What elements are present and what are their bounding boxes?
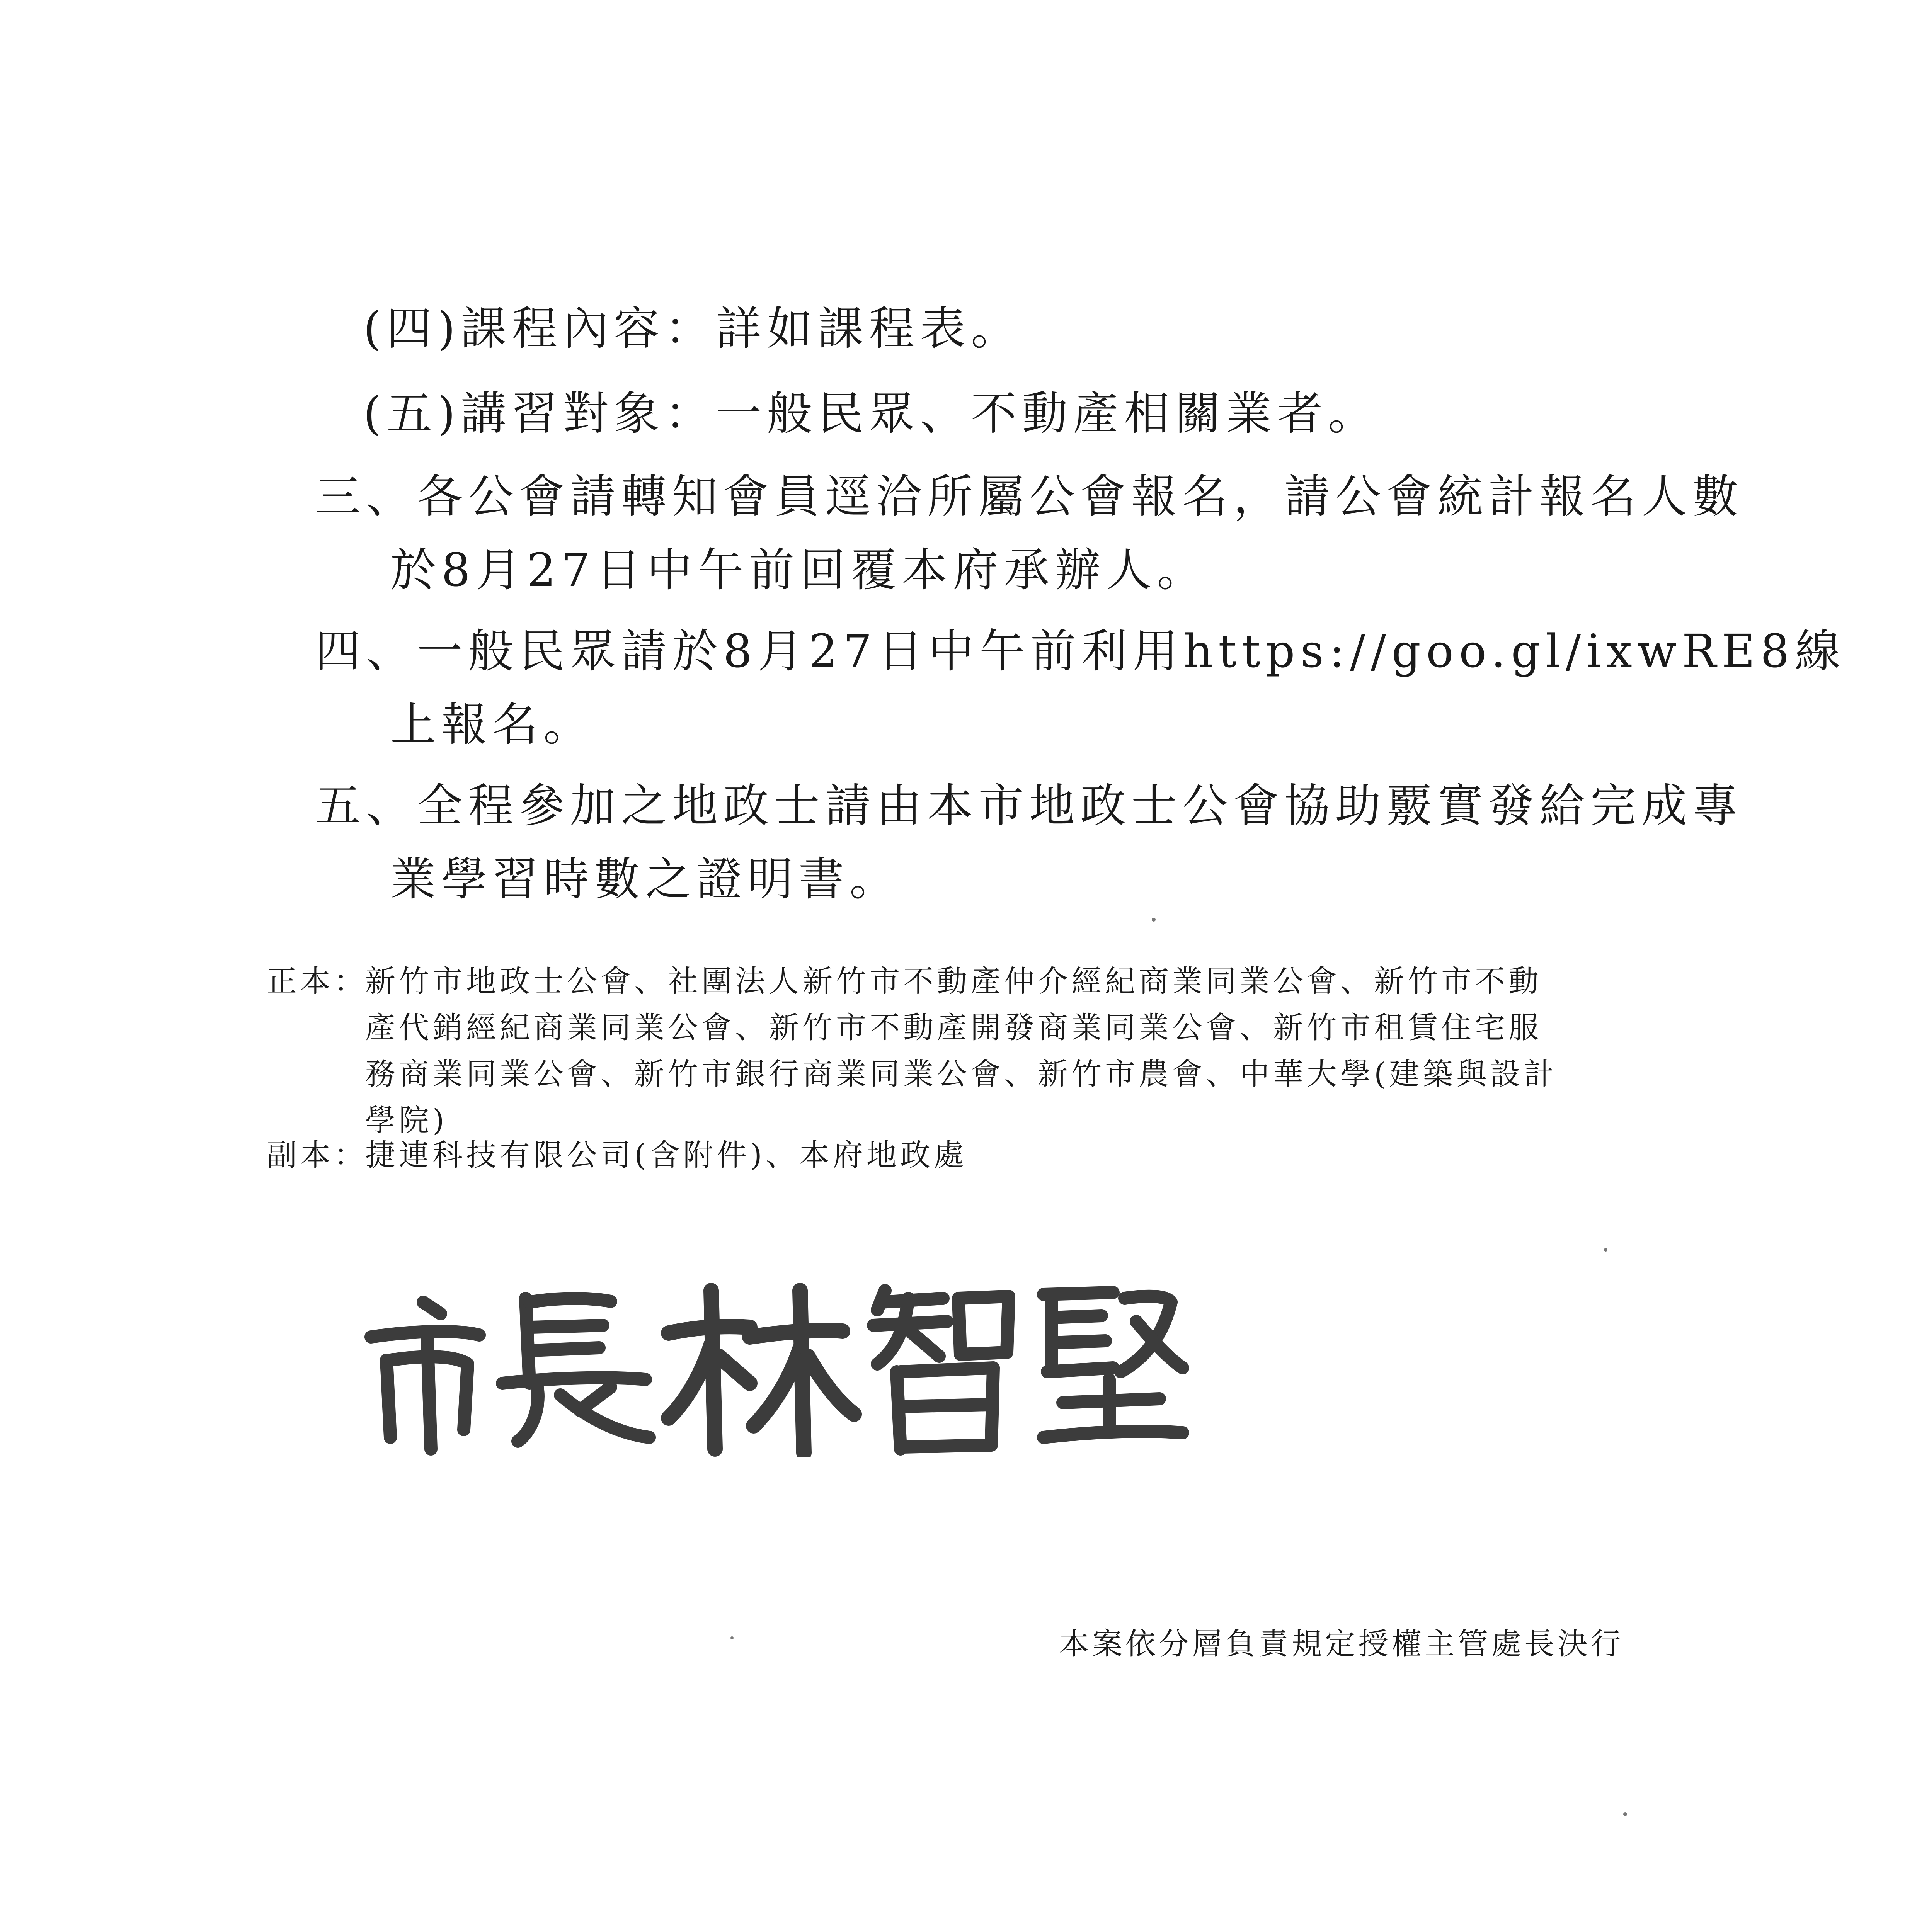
item-4-line-2: 上報名。: [390, 698, 595, 751]
item-5-line-1: 五、全程參加之地政士請由本市地政士公會協助覈實發給完成專: [315, 779, 1744, 832]
scan-speck: [1604, 1248, 1607, 1252]
delegation-note: 本案依分層負責規定授權主管處長決行: [1059, 1627, 1624, 1662]
target-audience-line: (五)講習對象：一般民眾、不動產相關業者。: [363, 387, 1379, 440]
original-recipients-line: 新竹市地政士公會、社團法人新竹市不動產仲介經紀商業同業公會、新竹市不動: [365, 964, 1542, 999]
original-recipients-line: 產代銷經紀商業同業公會、新竹市不動產開發商業同業公會、新竹市租賃住宅服: [365, 1010, 1542, 1045]
copy-recipients-label: 副本：: [267, 1138, 368, 1173]
scan-speck: [730, 1636, 734, 1639]
item-3-line-2: 於8月27日中午前回覆本府承辦人。: [390, 543, 1208, 597]
mayor-signature-stamp: [340, 1256, 1190, 1457]
item-5-line-2: 業學習時數之證明書。: [390, 852, 901, 906]
original-recipients-line: 務商業同業公會、新竹市銀行商業同業公會、新竹市農會、中華大學(建築與設計: [365, 1057, 1558, 1092]
item-3-line-1: 三、各公會請轉知會員逕洽所屬公會報名，請公會統計報名人數: [315, 470, 1744, 523]
original-recipients-line: 學院): [365, 1103, 448, 1138]
copy-recipients-text: 捷連科技有限公司(含附件)、本府地政處: [365, 1138, 967, 1173]
item-4-line-1: 四、一般民眾請於8月27日中午前利用https://goo.gl/ixwRE8線: [315, 624, 1846, 678]
original-recipients-label: 正本：: [267, 964, 368, 999]
course-content-line: (四)課程內容：詳如課程表。: [363, 302, 1022, 355]
scan-speck: [1152, 918, 1156, 922]
scan-speck: [1623, 1812, 1627, 1816]
